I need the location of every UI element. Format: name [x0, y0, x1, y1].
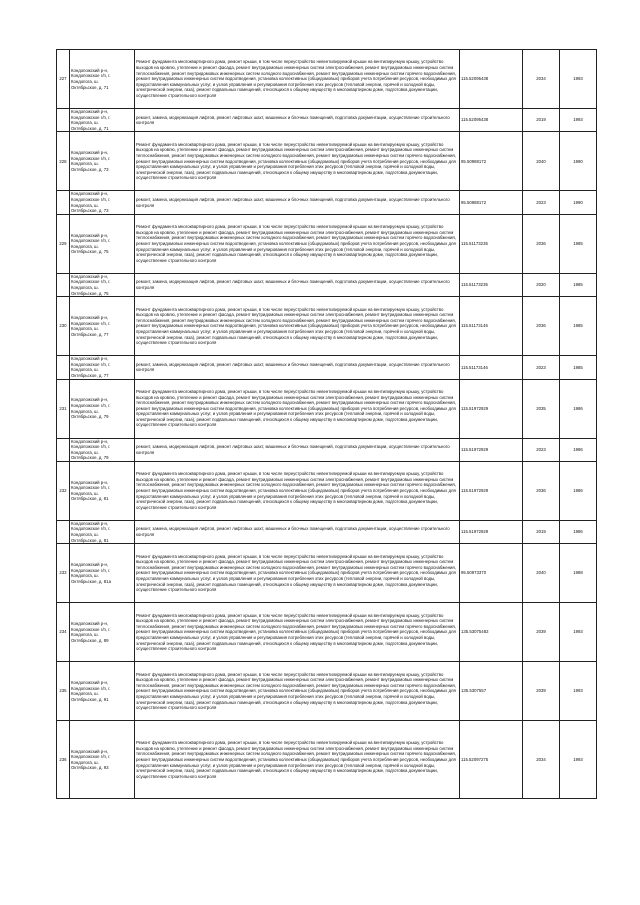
build-year: 1990 [560, 132, 597, 191]
settlement-line: Кондопожское г/п, г. [71, 685, 111, 691]
work-description: ремонт, замена, модернизация лифтов, ремонт лифтовых шахт, машинных и блочных помещений, подготовка документации, осуществление строительного контроля [135, 356, 460, 379]
cadastral-number: 115.51972929 [460, 461, 523, 520]
work-description: Ремонт фундамента многоквартирного дома, ремонт крыши, в том числе переустройство невентилируемой крыши на вентилируемую крышу, устройство выходов на кровлю, утепление и ремонт фасада, ремонт внутридомовых инженерных систем электроснабжения, ремонт внутридомовых инженерных систем теплоснабжения, ремонт внутридомовых инженерных систем холодного водоснабжения, ремонт внутридомовых инженерных систем горячего водоснабжения, ремонт внутридомовых инженерных систем водоотведения, установка коллективных (общедомовых) приборов учета потребления ресурсов, необходимых для предоставления коммунальных услуг, и узлов управления и регулирования потребления этих ресурсов (тепловой энергии, горячей и холодной воды, электрической энергии, газа), ремонт подвальных помещений, относящихся к общему имуществу в многоквартирном доме, подготовка документации, осуществление строительного контроля [135, 214, 460, 273]
work-description: Ремонт фундамента многоквартирного дома, ремонт крыши, в том числе переустройство невентилируемой крыши на вентилируемую крышу, устройство выходов на кровлю, утепление и ремонт фасада, ремонт внутридомовых инженерных систем электроснабжения, ремонт внутридомовых инженерных систем теплоснабжения, ремонт внутридомовых инженерных систем холодного водоснабжения, ремонт внутридомовых инженерных систем горячего водоснабжения, ремонт внутридомовых инженерных систем водоотведения, установка коллективных (общедомовых) приборов учета потребления ресурсов, необходимых для предоставления коммунальных услуг, и узлов управления и регулирования потребления этих ресурсов (тепловой энергии, горячей и холодной воды, электрической энергии, газа), ремонт подвальных помещений, относящихся к общему имуществу в многоквартирном доме, подготовка документации, осуществление строительного контроля [135, 379, 460, 438]
build-year: 1993 [560, 662, 597, 721]
street-line: Октябрьское, д. 77 [71, 372, 109, 378]
repair-year: 2035 [523, 379, 560, 438]
table-row [57, 297, 597, 356]
street-line: Октябрьское, д. 75 [71, 249, 109, 255]
city-line: Кондопога, ш. [71, 161, 99, 167]
work-description: ремонт, замена, модернизация лифтов, ремонт лифтовых шахт, машинных и блочных помещений, подготовка документации, осуществление строительного контроля [135, 109, 460, 132]
street-line: Октябрьское, д. 81 [71, 537, 109, 543]
cadastral-number: 115.51173235 [460, 273, 523, 296]
district-line: Кондопожский р-н, [71, 109, 109, 114]
street-line: Октябрьское, д. 79 [71, 414, 109, 420]
repair-year: 2036 [523, 297, 560, 356]
repair-year: 2040 [523, 544, 560, 603]
table-row [57, 132, 597, 191]
row-number [57, 191, 70, 214]
build-year: 1985 [560, 214, 597, 273]
table-row [57, 438, 597, 461]
build-year: 1990 [560, 191, 597, 214]
district-line: Кондопожский р-н, [71, 621, 109, 627]
work-description: Ремонт фундамента многоквартирного дома, ремонт крыши, в том числе переустройство невентилируемой крыши на вентилируемую крышу, устройство выходов на кровлю, утепление и ремонт фасада, ремонт внутридомовых инженерных систем электроснабжения, ремонт внутридомовых инженерных систем теплоснабжения, ремонт внутридомовых инженерных систем холодного водоснабжения, ремонт внутридомовых инженерных систем горячего водоснабжения, ремонт внутридомовых инженерных систем водоотведения, установка коллективных (общедомовых) приборов учета потребления ресурсов, необходимых для предоставления коммунальных услуг, и узлов управления и регулирования потребления этих ресурсов (тепловой энергии, горячей и холодной воды, электрической энергии, газа), ремонт подвальных помещений, относящихся к общему имуществу в многоквартирном доме, подготовка документации, осуществление строительного контроля [135, 132, 460, 191]
row-number: 236 [57, 721, 70, 799]
address-cell [70, 132, 135, 191]
build-year: 1993 [560, 721, 597, 799]
settlement-line: Кондопожское г/п, г. [71, 320, 111, 326]
row-number: 235 [57, 662, 70, 721]
street-line: Октябрьское, д. 81 [71, 496, 109, 502]
settlement-line: Кондопожское г/п, г. [71, 402, 111, 408]
table-row [57, 461, 597, 520]
city-line: Кондопога, ш. [71, 367, 99, 373]
table-row [57, 603, 597, 662]
district-line: Кондопожский р-н, [71, 67, 109, 73]
district-line: Кондопожский р-н, [71, 562, 109, 568]
cadastral-number: 115.51972929 [460, 438, 523, 461]
table-row [57, 191, 597, 214]
row-number: 231 [57, 379, 70, 438]
table-row [57, 50, 597, 109]
address-cell [70, 721, 135, 799]
address-cell [70, 379, 135, 438]
repair-year: 2039 [523, 603, 560, 662]
city-line: Кондопога, ш. [71, 449, 99, 455]
row-number [57, 520, 70, 543]
repair-year: 2023 [523, 438, 560, 461]
city-line: Кондопога, ш. [71, 532, 99, 538]
work-description: ремонт, замена, модернизация лифтов, ремонт лифтовых шахт, машинных и блочных помещений, подготовка документации, осуществление строительного контроля [135, 191, 460, 214]
cadastral-number: 95.50973370 [460, 544, 523, 603]
settlement-line: Кондопожское г/п, г. [71, 114, 111, 120]
build-year: 1985 [560, 356, 597, 379]
row-number: 230 [57, 297, 70, 356]
address-cell [70, 438, 135, 461]
cadastral-number: 115.52097275 [460, 721, 523, 799]
build-year: 1986 [560, 520, 597, 543]
build-year: 1986 [560, 379, 597, 438]
row-number: 234 [57, 603, 70, 662]
district-line: Кондопожский р-н, [71, 680, 109, 686]
address-cell [70, 544, 135, 603]
cadastral-number: 135.53075482 [460, 603, 523, 662]
work-description: Ремонт фундамента многоквартирного дома, ремонт крыши, в том числе переустройство невентилируемой крыши на вентилируемую крышу, устройство выходов на кровлю, утепление и ремонт фасада, ремонт внутридомовых инженерных систем электроснабжения, ремонт внутридомовых инженерных систем теплоснабжения, ремонт внутридомовых инженерных систем холодного водоснабжения, ремонт внутридомовых инженерных систем горячего водоснабжения, ремонт внутридомовых инженерных систем водоотведения, установка коллективных (общедомовых) приборов учета потребления ресурсов, необходимых для предоставления коммунальных услуг, и узлов управления и регулирования потребления этих ресурсов (тепловой энергии, горячей и холодной воды, электрической энергии, газа), ремонт подвальных помещений, относящихся к общему имуществу в многоквартирном доме, подготовка документации, осуществление строительного контроля [135, 544, 460, 603]
work-description: Ремонт фундамента многоквартирного дома, ремонт крыши, в том числе переустройство невентилируемой крыши на вентилируемую крышу, устройство выходов на кровлю, утепление и ремонт фасада, ремонт внутридомовых инженерных систем электроснабжения, ремонт внутридомовых инженерных систем теплоснабжения, ремонт внутридомовых инженерных систем холодного водоснабжения, ремонт внутридомовых инженерных систем горячего водоснабжения, ремонт внутридомовых инженерных систем водоотведения, установка коллективных (общедомовых) приборов учета потребления ресурсов, необходимых для предоставления коммунальных услуг, и узлов управления и регулирования потребления этих ресурсов (тепловой энергии, горячей и холодной воды, электрической энергии, газа), ремонт подвальных помещений, относящихся к общему имуществу в многоквартирном доме, подготовка документации, осуществление строительного контроля [135, 297, 460, 356]
address-cell [70, 461, 135, 520]
repair-year: 2040 [523, 132, 560, 191]
address-cell [70, 603, 135, 662]
work-description: Ремонт фундамента многоквартирного дома, ремонт крыши, в том числе переустройство невентилируемой крыши на вентилируемую крышу, устройство выходов на кровлю, утепление и ремонт фасада, ремонт внутридомовых инженерных систем электроснабжения, ремонт внутридомовых инженерных систем теплоснабжения, ремонт внутридомовых инженерных систем холодного водоснабжения, ремонт внутридомовых инженерных систем горячего водоснабжения, ремонт внутридомовых инженерных систем водоотведения, установка коллективных (общедомовых) приборов учета потребления ресурсов, необходимых для предоставления коммунальных услуг, и узлов управления и регулирования потребления этих ресурсов (тепловой энергии, горячей и холодной воды, электрической энергии, газа), ремонт подвальных помещений, относящихся к общему имуществу в многоквартирном доме, подготовка документации, осуществление строительного контроля [135, 603, 460, 662]
table-row [57, 520, 597, 543]
settlement-line: Кондопожское г/п, г. [71, 238, 111, 244]
table-row [57, 214, 597, 273]
address-cell [70, 191, 135, 214]
district-line: Кондопожский р-н, [71, 232, 109, 238]
city-line: Кондопога, ш. [71, 79, 99, 84]
table-row [57, 662, 597, 721]
row-number: 227 [57, 50, 70, 109]
repair-year: 2019 [523, 520, 560, 543]
address-cell [70, 297, 135, 356]
settlement-line: Кондопожское г/п, г. [71, 73, 111, 79]
cadastral-number: 115.51173235 [460, 214, 523, 273]
street-line: Октябрьское, д. 91 [71, 696, 109, 702]
settlement-line: Кондопожское г/п, г. [71, 526, 111, 532]
city-line: Кондопога, ш. [71, 691, 99, 697]
district-line: Кондопожский р-н, [71, 748, 109, 754]
repair-year: 2036 [523, 214, 560, 273]
repair-year: 2020 [523, 273, 560, 296]
build-year: 1986 [560, 438, 597, 461]
settlement-line: Кондопожское г/п, г. [71, 361, 111, 367]
row-number [57, 356, 70, 379]
work-description: ремонт, замена, модернизация лифтов, ремонт лифтовых шахт, машинных и блочных помещений, подготовка документации, осуществление строительного контроля [135, 273, 460, 296]
table-row [57, 356, 597, 379]
table-row [57, 721, 597, 799]
table-row [57, 544, 597, 603]
build-year: 1988 [560, 544, 597, 603]
cadastral-number: 115.51173146 [460, 297, 523, 356]
address-cell [70, 50, 135, 109]
work-description: Ремонт фундамента многоквартирного дома, ремонт крыши, в том числе переустройство невентилируемой крыши на вентилируемую крышу, устройство выходов на кровлю, утепление и ремонт фасада, ремонт внутридомовых инженерных систем электроснабжения, ремонт внутридомовых инженерных систем теплоснабжения, ремонт внутридомовых инженерных систем холодного водоснабжения, ремонт внутридомовых инженерных систем горячего водоснабжения, ремонт внутридомовых инженерных систем водоотведения, установка коллективных (общедомовых) приборов учета потребления ресурсов, необходимых для предоставления коммунальных услуг, и узлов управления и регулирования потребления этих ресурсов (тепловой энергии, горячей и холодной воды, электрической энергии, газа), ремонт подвальных помещений, относящихся к общему имуществу в многоквартирном доме, подготовка документации, осуществление строительного контроля [135, 50, 460, 109]
table-row [57, 273, 597, 296]
capital-repair-table [56, 49, 597, 799]
city-line: Кондопога, ш. [71, 408, 99, 414]
repair-year: 2019 [523, 109, 560, 132]
city-line: Кондопога, ш. [71, 120, 99, 126]
row-number: 232 [57, 461, 70, 520]
build-year: 1993 [560, 603, 597, 662]
work-description: Ремонт фундамента многоквартирного дома, ремонт крыши, в том числе переустройство невентилируемой крыши на вентилируемую крышу, устройство выходов на кровлю, утепление и ремонт фасада, ремонт внутридомовых инженерных систем электроснабжения, ремонт внутридомовых инженерных систем теплоснабжения, ремонт внутридомовых инженерных систем холодного водоснабжения, ремонт внутридомовых инженерных систем горячего водоснабжения, ремонт внутридомовых инженерных систем водоотведения, установка коллективных (общедомовых) приборов учета потребления ресурсов, необходимых для предоставления коммунальных услуг, и узлов управления и регулирования потребления этих ресурсов (тепловой энергии, горячей и холодной воды, электрической энергии, газа), ремонт подвальных помещений, относящихся к общему имуществу в многоквартирном доме, подготовка документации, осуществление строительного контроля [135, 461, 460, 520]
address-cell [70, 356, 135, 379]
table-row [57, 109, 597, 132]
city-line: Кондопога, ш. [71, 202, 99, 208]
build-year: 1985 [560, 273, 597, 296]
district-line: Кондопожский р-н, [71, 438, 109, 444]
settlement-line: Кондопожское г/п, г. [71, 444, 111, 450]
cadastral-number: 95.50988172 [460, 191, 523, 214]
settlement-line: Кондопожское г/п, г. [71, 155, 111, 161]
table-body [57, 50, 597, 799]
street-line: Октябрьское, д. 93 [71, 765, 109, 771]
city-line: Кондопога, ш. [71, 573, 99, 579]
row-number: 233 [57, 544, 70, 603]
district-line: Кондопожский р-н, [71, 397, 109, 403]
street-line: Октябрьское, д. 79 [71, 455, 109, 461]
street-line: Октябрьское, д. 77 [71, 331, 109, 337]
cadastral-number: 115.51173146 [460, 356, 523, 379]
city-line: Кондопога, ш. [71, 632, 99, 638]
district-line: Кондопожский р-н, [71, 150, 109, 156]
address-cell [70, 273, 135, 296]
work-description: ремонт, замена, модернизация лифтов, ремонт лифтовых шахт, машинных и блочных помещений, подготовка документации, осуществление строительного контроля [135, 520, 460, 543]
cadastral-number: 95.50988172 [460, 132, 523, 191]
cadastral-number: 115.51972929 [460, 379, 523, 438]
settlement-line: Кондопожское г/п, г. [71, 485, 111, 491]
build-year: 1986 [560, 461, 597, 520]
row-number [57, 438, 70, 461]
cadastral-number: 115.52095438 [460, 109, 523, 132]
street-line: Октябрьское, д. 73 [71, 166, 109, 172]
repair-year: 2023 [523, 356, 560, 379]
settlement-line: Кондопожское г/п, г. [71, 626, 111, 632]
repair-year: 2034 [523, 50, 560, 109]
build-year: 1993 [560, 109, 597, 132]
row-number [57, 273, 70, 296]
repair-year: 2039 [523, 662, 560, 721]
repair-year: 2023 [523, 191, 560, 214]
street-line: Октябрьское, д. 73 [71, 208, 109, 214]
work-description: Ремонт фундамента многоквартирного дома, ремонт крыши, в том числе переустройство невентилируемой крыши на вентилируемую крышу, устройство выходов на кровлю, утепление и ремонт фасада, ремонт внутридомовых инженерных систем электроснабжения, ремонт внутридомовых инженерных систем теплоснабжения, ремонт внутридомовых инженерных систем холодного водоснабжения, ремонт внутридомовых инженерных систем горячего водоснабжения, ремонт внутридомовых инженерных систем водоотведения, установка коллективных (общедомовых) приборов учета потребления ресурсов, необходимых для предоставления коммунальных услуг, и узлов управления и регулирования потребления этих ресурсов (тепловой энергии, горячей и холодной воды, электрической энергии, газа), ремонт подвальных помещений, относящихся к общему имуществу в многоквартирном доме, подготовка документации, осуществление строительного контроля [135, 721, 460, 799]
cadastral-number: 115.52095438 [460, 50, 523, 109]
street-line: Октябрьское, д. 89 [71, 637, 109, 643]
repair-year: 2036 [523, 461, 560, 520]
district-line: Кондопожский р-н, [71, 479, 109, 485]
table-row [57, 379, 597, 438]
build-year: 1993 [560, 50, 597, 109]
row-number: 228 [57, 132, 70, 191]
address-cell [70, 214, 135, 273]
build-year: 1985 [560, 297, 597, 356]
city-line: Кондопога, ш. [71, 490, 99, 496]
work-description: Ремонт фундамента многоквартирного дома, ремонт крыши, в том числе переустройство невентилируемой крыши на вентилируемую крышу, устройство выходов на кровлю, утепление и ремонт фасада, ремонт внутридомовых инженерных систем электроснабжения, ремонт внутридомовых инженерных систем теплоснабжения, ремонт внутридомовых инженерных систем холодного водоснабжения, ремонт внутридомовых инженерных систем горячего водоснабжения, ремонт внутридомовых инженерных систем водоотведения, установка коллективных (общедомовых) приборов учета потребления ресурсов, необходимых для предоставления коммунальных услуг, и узлов управления и регулирования потребления этих ресурсов (тепловой энергии, горячей и холодной воды, электрической энергии, газа), ремонт подвальных помещений, относящихся к общему имуществу в многоквартирном доме, подготовка документации, осуществление строительного контроля [135, 662, 460, 721]
street-line: Октябрьское, д. 71 [71, 84, 109, 90]
work-description: ремонт, замена, модернизация лифтов, ремонт лифтовых шахт, машинных и блочных помещений, подготовка документации, осуществление строительного контроля [135, 438, 460, 461]
city-line: Кондопога, ш. [71, 243, 99, 249]
settlement-line: Кондопожское г/п, г. [71, 567, 111, 573]
city-line: Кондопога, ш. [71, 284, 99, 290]
address-cell [70, 109, 135, 132]
address-cell [70, 662, 135, 721]
city-line: Кондопога, ш. [71, 326, 99, 332]
row-number: 229 [57, 214, 70, 273]
district-line: Кондопожский р-н, [71, 314, 109, 320]
cadastral-number: 135.5307557 [460, 662, 523, 721]
district-line: Кондопожский р-н, [71, 191, 109, 197]
district-line: Кондопожский р-н, [71, 520, 109, 526]
settlement-line: Кондопожское г/п, г. [71, 279, 111, 285]
street-line: Октябрьское, д. 75 [71, 290, 109, 296]
street-line: Октябрьское, д. 81а [71, 578, 111, 584]
row-number [57, 109, 70, 132]
city-line: Кондопога, ш. [71, 759, 99, 765]
district-line: Кондопожский р-н, [71, 273, 109, 279]
district-line: Кондопожский р-н, [71, 356, 109, 362]
settlement-line: Кондопожское г/п, г. [71, 196, 111, 202]
street-line: Октябрьское, д. 71 [71, 125, 109, 131]
repair-year: 2034 [523, 721, 560, 799]
address-cell [70, 520, 135, 543]
settlement-line: Кондопожское г/п, г. [71, 754, 111, 760]
cadastral-number: 115.51972929 [460, 520, 523, 543]
